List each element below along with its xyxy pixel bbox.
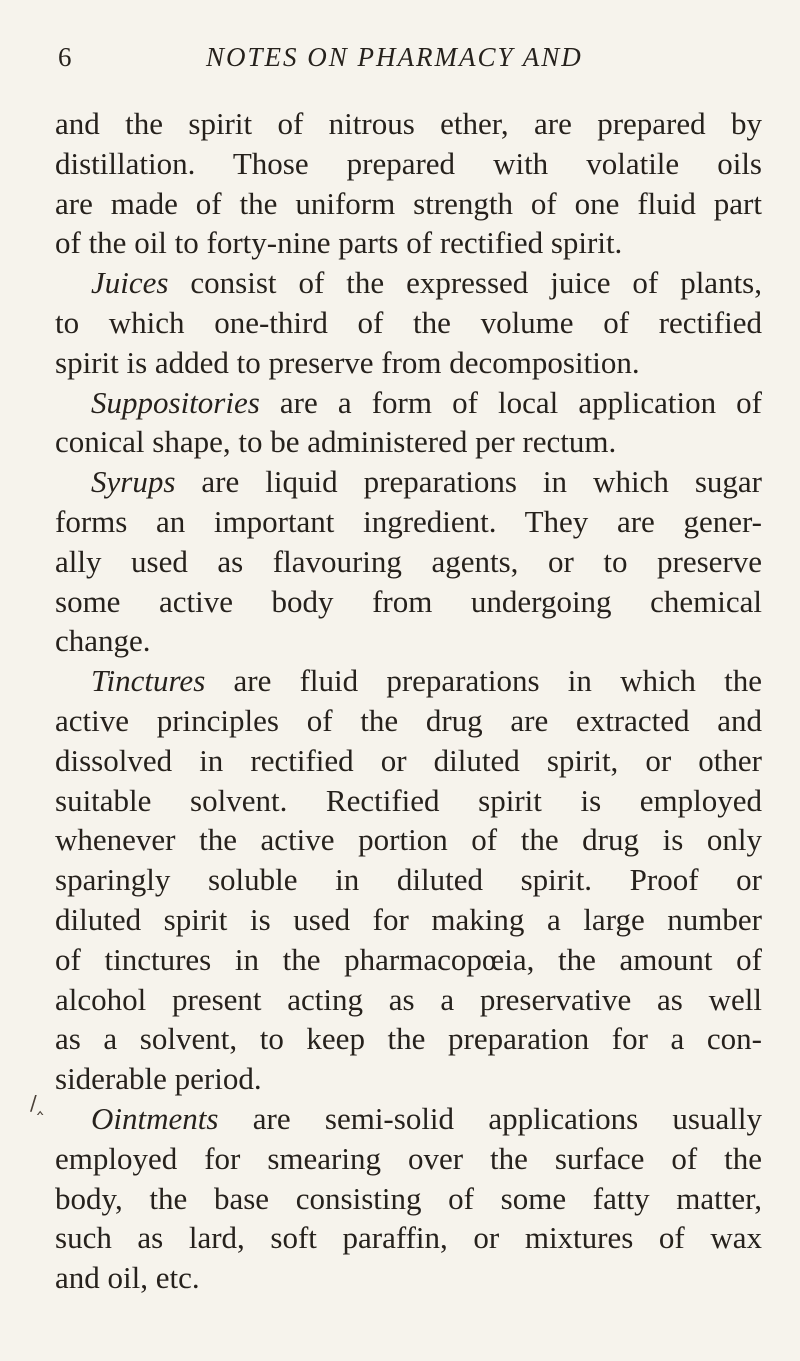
running-head bbox=[58, 42, 758, 82]
text-line bbox=[55, 1099, 762, 1139]
line-text: and oil, etc. bbox=[55, 1260, 200, 1296]
line-text: ally used as flavouring agents, or to preserve bbox=[55, 543, 762, 579]
defined-term: Syrups bbox=[91, 464, 176, 500]
line-text: change. bbox=[55, 623, 151, 659]
line-text: as a solvent, to keep the preparation for a con- bbox=[55, 1021, 762, 1057]
body-text bbox=[55, 104, 762, 1298]
line-text: to which one-third of the volume of rectified bbox=[55, 304, 762, 340]
text-line bbox=[55, 1059, 762, 1099]
line-text: body, the base consisting of some fatty matter, bbox=[55, 1180, 762, 1216]
running-head-title: NOTES ON PHARMACY AND bbox=[206, 42, 583, 72]
page-number: 6 bbox=[58, 42, 73, 72]
line-text: are fluid preparations in which the bbox=[205, 663, 762, 699]
text-line bbox=[55, 1139, 762, 1179]
line-text: are liquid preparations in which sugar bbox=[175, 464, 762, 500]
text-line bbox=[55, 223, 762, 263]
text-line bbox=[55, 621, 762, 661]
line-text: are made of the uniform strength of one fluid part bbox=[55, 185, 762, 221]
line-text: siderable period. bbox=[55, 1061, 262, 1097]
text-line bbox=[55, 104, 762, 144]
line-text: suitable solvent. Rectified spirit is employed bbox=[55, 782, 762, 818]
line-text: of tinctures in the pharmacopœia, the amount of bbox=[55, 941, 762, 977]
text-line bbox=[55, 1179, 762, 1219]
line-text: sparingly soluble in diluted spirit. Proof or bbox=[55, 862, 762, 898]
text-line bbox=[55, 502, 762, 542]
pencil-margin-mark: /‸ bbox=[30, 1091, 44, 1115]
line-text: some active body from undergoing chemical bbox=[55, 583, 762, 619]
line-text: are a form of local application of bbox=[259, 384, 762, 420]
line-text: of the oil to forty-nine parts of rectified spirit. bbox=[55, 225, 623, 261]
text-line bbox=[55, 900, 762, 940]
text-line bbox=[55, 661, 762, 701]
defined-term: Tinctures bbox=[91, 663, 206, 699]
line-text: active principles of the drug are extracted and bbox=[55, 702, 762, 738]
text-line bbox=[55, 184, 762, 224]
line-text: whenever the active portion of the drug is only bbox=[55, 822, 762, 858]
text-line bbox=[55, 462, 762, 502]
line-text: spirit is added to preserve from decomposition. bbox=[55, 344, 640, 380]
text-line bbox=[55, 343, 762, 383]
text-line bbox=[55, 980, 762, 1020]
text-line bbox=[55, 383, 762, 423]
text-line bbox=[55, 303, 762, 343]
line-text: and the spirit of nitrous ether, are prepared by bbox=[55, 106, 762, 141]
defined-term: Juices bbox=[91, 265, 169, 301]
text-line bbox=[55, 1019, 762, 1059]
text-line bbox=[55, 263, 762, 303]
line-text: are semi-solid applications usually bbox=[218, 1100, 762, 1136]
line-text: consist of the expressed juice of plants, bbox=[168, 265, 762, 301]
text-line bbox=[55, 1218, 762, 1258]
line-text: dissolved in rectified or diluted spirit, or other bbox=[55, 742, 762, 778]
text-line bbox=[55, 781, 762, 821]
text-line bbox=[55, 582, 762, 622]
line-text: alcohol present acting as a preservative as well bbox=[55, 981, 762, 1017]
text-line bbox=[55, 940, 762, 980]
defined-term: Ointments bbox=[91, 1100, 219, 1136]
text-line bbox=[55, 820, 762, 860]
line-text: employed for smearing over the surface of the bbox=[55, 1140, 762, 1176]
text-line bbox=[55, 860, 762, 900]
line-text: forms an important ingredient. They are gener- bbox=[55, 503, 762, 539]
text-line bbox=[55, 701, 762, 741]
text-line bbox=[55, 542, 762, 582]
text-line bbox=[55, 422, 762, 462]
text-line bbox=[55, 144, 762, 184]
line-text: such as lard, soft paraffin, or mixtures of wax bbox=[55, 1220, 762, 1256]
line-text: conical shape, to be administered per rectum. bbox=[55, 424, 617, 460]
text-line bbox=[55, 1258, 762, 1298]
line-text: diluted spirit is used for making a large number bbox=[55, 901, 762, 937]
text-line bbox=[55, 741, 762, 781]
line-text: distillation. Those prepared with volatile oils bbox=[55, 145, 762, 181]
defined-term: Suppositories bbox=[91, 384, 260, 420]
